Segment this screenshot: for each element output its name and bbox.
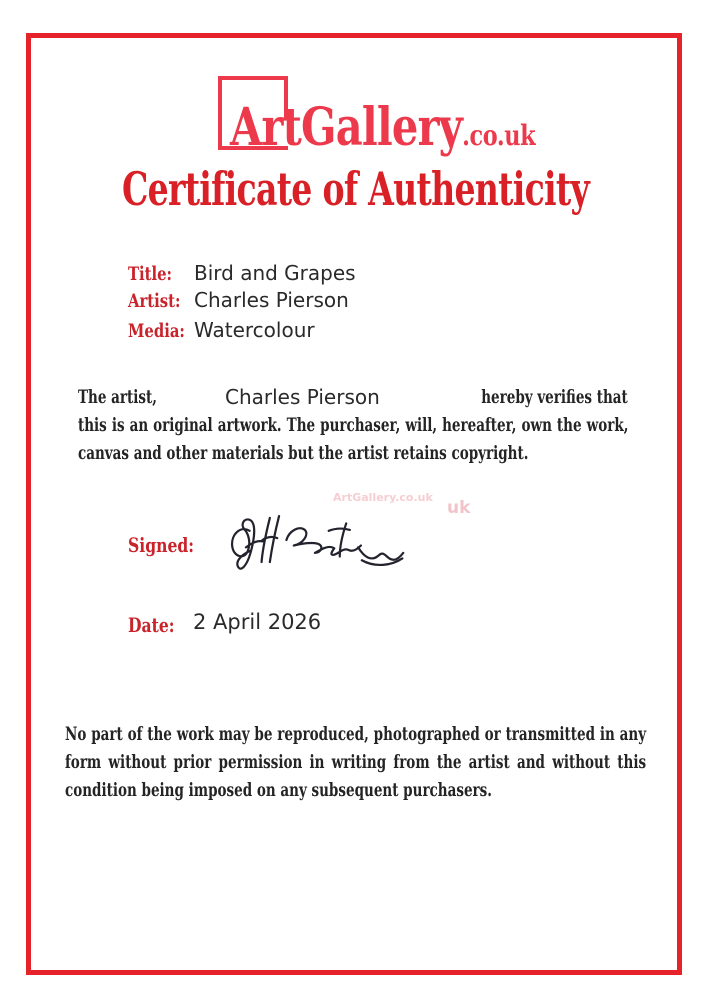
artwork-title-value: Bird and Grapes (194, 261, 356, 285)
statement-prefix: The artist, (78, 387, 157, 408)
artgallery-logo (216, 74, 536, 158)
signature-image (222, 501, 406, 579)
artwork-artist-row (128, 288, 356, 315)
artwork-artist-label: Artist: (128, 290, 181, 312)
statement-first-line (78, 387, 628, 413)
logo-wordmark (230, 97, 536, 158)
artwork-title-row (128, 261, 356, 288)
logo-domain-text: .co.uk (462, 119, 536, 152)
date-label: Date: (128, 613, 175, 637)
legal-notice: No part of the work may be reproduced, photographed or transmitted in any form without prior permission in writing from the artist and without this condition being imposed on any subsequent purchasers. (65, 724, 647, 801)
artwork-media-row (128, 318, 356, 345)
artwork-media-label: Media: (128, 320, 185, 342)
artwork-media-value: Watercolour (194, 318, 315, 342)
signed-label: Signed: (128, 533, 195, 557)
artwork-details (128, 261, 356, 345)
artwork-artist-value: Charles Pierson (194, 288, 349, 312)
watermark-fragment: uk (447, 498, 471, 518)
logo-main-text: ArtGallery (230, 97, 463, 158)
watermark-text: ArtGallery.co.uk (333, 491, 433, 504)
logo-square-icon (218, 76, 288, 80)
logo-square-icon (218, 76, 222, 150)
certificate-title: Certificate of Authenticity (121, 162, 590, 216)
statement-artist-name: Charles Pierson (225, 385, 380, 409)
artwork-title-label: Title: (128, 263, 173, 285)
date-value: 2 April 2026 (193, 610, 322, 634)
statement-body: this is an original artwork. The purchaser, will, hereafter, own the work, canvas and other materials but the artist retains copyright. (78, 415, 629, 464)
statement-suffix: hereby verifies that (481, 387, 628, 408)
